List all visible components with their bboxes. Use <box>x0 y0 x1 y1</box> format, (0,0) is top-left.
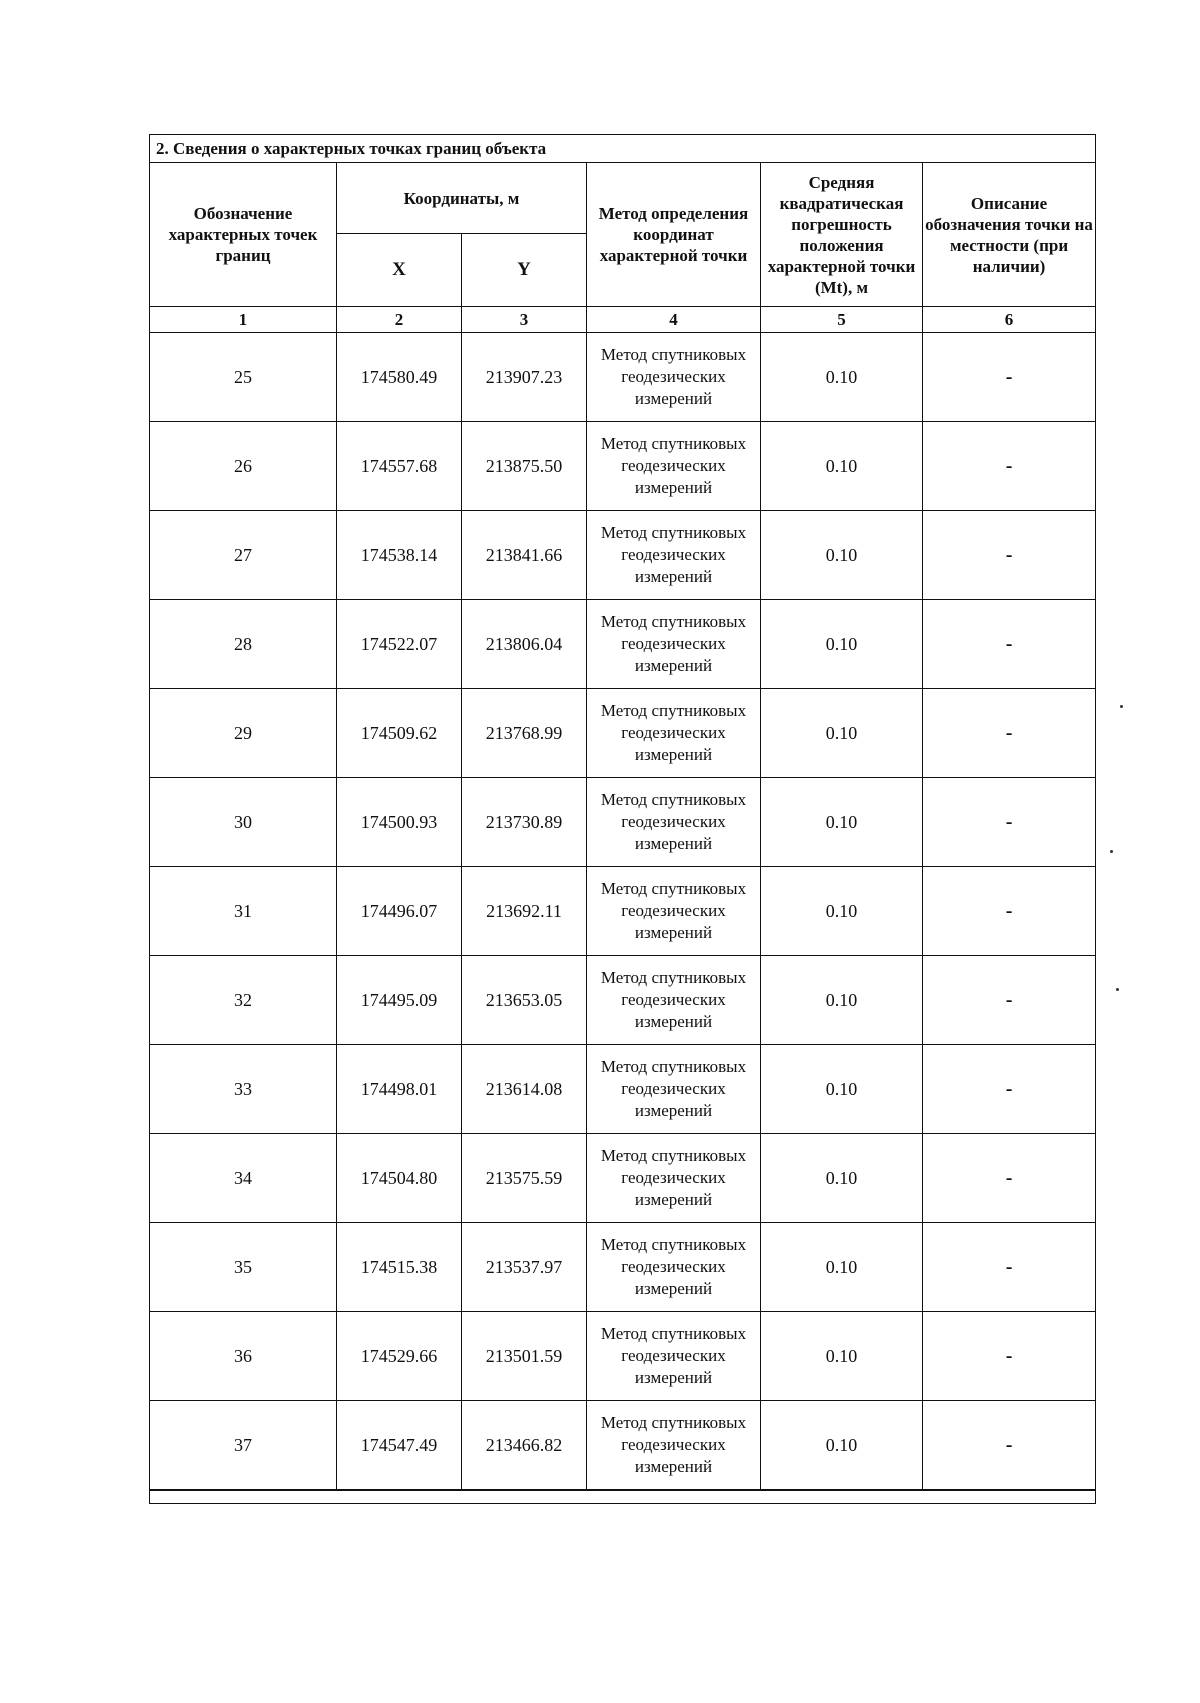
header-mean-error: Средняя квадратическая погрешность положения характерной точки (Mt), м <box>761 163 923 307</box>
mean-error-cell: 0.10 <box>761 422 923 511</box>
description-cell: - <box>923 689 1096 778</box>
point-cell: 36 <box>150 1312 337 1401</box>
table-row <box>150 422 1096 511</box>
method-cell: Метод спутниковых геодезических измерений <box>587 1312 761 1401</box>
table-row <box>150 1134 1096 1223</box>
x-coordinate-cell: 174504.80 <box>337 1134 462 1223</box>
method-cell: Метод спутниковых геодезических измерений <box>587 689 761 778</box>
point-cell: 30 <box>150 778 337 867</box>
method-cell: Метод спутниковых геодезических измерений <box>587 600 761 689</box>
table-row <box>150 778 1096 867</box>
point-cell: 34 <box>150 1134 337 1223</box>
x-coordinate-cell: 174496.07 <box>337 867 462 956</box>
table-row <box>150 689 1096 778</box>
column-number: 6 <box>923 307 1096 333</box>
table-row <box>150 1312 1096 1401</box>
table-footer-band <box>150 1490 1096 1504</box>
column-number: 1 <box>150 307 337 333</box>
table-row <box>150 1401 1096 1491</box>
x-coordinate-cell: 174580.49 <box>337 333 462 422</box>
table-row <box>150 600 1096 689</box>
mean-error-cell: 0.10 <box>761 778 923 867</box>
method-cell: Метод спутниковых геодезических измерений <box>587 1045 761 1134</box>
y-coordinate-cell: 213614.08 <box>462 1045 587 1134</box>
mean-error-cell: 0.10 <box>761 511 923 600</box>
method-cell: Метод спутниковых геодезических измерений <box>587 867 761 956</box>
description-cell: - <box>923 1223 1096 1312</box>
mean-error-cell: 0.10 <box>761 1223 923 1312</box>
x-coordinate-cell: 174509.62 <box>337 689 462 778</box>
table-row <box>150 333 1096 422</box>
point-cell: 32 <box>150 956 337 1045</box>
method-cell: Метод спутниковых геодезических измерений <box>587 1134 761 1223</box>
point-cell: 27 <box>150 511 337 600</box>
header-point-designation: Обозначение характерных точек границ <box>150 163 337 307</box>
description-cell: - <box>923 1312 1096 1401</box>
y-coordinate-cell: 213537.97 <box>462 1223 587 1312</box>
column-number: 4 <box>587 307 761 333</box>
mean-error-cell: 0.10 <box>761 689 923 778</box>
table-row <box>150 956 1096 1045</box>
mean-error-cell: 0.10 <box>761 1045 923 1134</box>
section-title: 2. Сведения о характерных точках границ объекта <box>150 135 1096 163</box>
method-cell: Метод спутниковых геодезических измерений <box>587 956 761 1045</box>
description-cell: - <box>923 1401 1096 1491</box>
y-coordinate-cell: 213501.59 <box>462 1312 587 1401</box>
description-cell: - <box>923 422 1096 511</box>
description-cell: - <box>923 778 1096 867</box>
description-cell: - <box>923 1045 1096 1134</box>
point-cell: 31 <box>150 867 337 956</box>
column-number: 3 <box>462 307 587 333</box>
x-coordinate-cell: 174547.49 <box>337 1401 462 1491</box>
y-coordinate-cell: 213653.05 <box>462 956 587 1045</box>
scan-speck <box>1110 850 1113 853</box>
scan-speck <box>1116 988 1119 991</box>
point-cell: 37 <box>150 1401 337 1491</box>
scan-speck <box>1120 705 1123 708</box>
table-row <box>150 867 1096 956</box>
x-coordinate-cell: 174495.09 <box>337 956 462 1045</box>
method-cell: Метод спутниковых геодезических измерений <box>587 422 761 511</box>
y-coordinate-cell: 213730.89 <box>462 778 587 867</box>
header-x: X <box>337 234 462 307</box>
table-row <box>150 1045 1096 1134</box>
x-coordinate-cell: 174498.01 <box>337 1045 462 1134</box>
y-coordinate-cell: 213768.99 <box>462 689 587 778</box>
method-cell: Метод спутниковых геодезических измерений <box>587 1223 761 1312</box>
point-cell: 25 <box>150 333 337 422</box>
description-cell: - <box>923 511 1096 600</box>
method-cell: Метод спутниковых геодезических измерений <box>587 511 761 600</box>
y-coordinate-cell: 213875.50 <box>462 422 587 511</box>
header-y: Y <box>462 234 587 307</box>
point-cell: 28 <box>150 600 337 689</box>
description-cell: - <box>923 956 1096 1045</box>
method-cell: Метод спутниковых геодезических измерений <box>587 1401 761 1491</box>
method-cell: Метод спутниковых геодезических измерений <box>587 333 761 422</box>
y-coordinate-cell: 213575.59 <box>462 1134 587 1223</box>
column-number: 5 <box>761 307 923 333</box>
boundary-points-table <box>149 134 1096 1504</box>
table-row <box>150 511 1096 600</box>
point-cell: 29 <box>150 689 337 778</box>
document-sheet <box>149 134 1095 1504</box>
mean-error-cell: 0.10 <box>761 1312 923 1401</box>
x-coordinate-cell: 174515.38 <box>337 1223 462 1312</box>
x-coordinate-cell: 174522.07 <box>337 600 462 689</box>
y-coordinate-cell: 213841.66 <box>462 511 587 600</box>
description-cell: - <box>923 600 1096 689</box>
header-method: Метод определения координат характерной точки <box>587 163 761 307</box>
point-cell: 33 <box>150 1045 337 1134</box>
point-cell: 26 <box>150 422 337 511</box>
point-cell: 35 <box>150 1223 337 1312</box>
x-coordinate-cell: 174557.68 <box>337 422 462 511</box>
x-coordinate-cell: 174529.66 <box>337 1312 462 1401</box>
mean-error-cell: 0.10 <box>761 1401 923 1491</box>
description-cell: - <box>923 1134 1096 1223</box>
y-coordinate-cell: 213466.82 <box>462 1401 587 1491</box>
mean-error-cell: 0.10 <box>761 867 923 956</box>
x-coordinate-cell: 174538.14 <box>337 511 462 600</box>
mean-error-cell: 0.10 <box>761 600 923 689</box>
method-cell: Метод спутниковых геодезических измерений <box>587 778 761 867</box>
mean-error-cell: 0.10 <box>761 956 923 1045</box>
y-coordinate-cell: 213692.11 <box>462 867 587 956</box>
table-footer-cell <box>150 1490 1096 1504</box>
column-number: 2 <box>337 307 462 333</box>
description-cell: - <box>923 333 1096 422</box>
mean-error-cell: 0.10 <box>761 333 923 422</box>
y-coordinate-cell: 213806.04 <box>462 600 587 689</box>
x-coordinate-cell: 174500.93 <box>337 778 462 867</box>
header-description: Описание обозначения точки на местности (при наличии) <box>923 163 1096 307</box>
mean-error-cell: 0.10 <box>761 1134 923 1223</box>
description-cell: - <box>923 867 1096 956</box>
header-coordinates: Координаты, м <box>337 163 587 234</box>
table-row <box>150 1223 1096 1312</box>
y-coordinate-cell: 213907.23 <box>462 333 587 422</box>
